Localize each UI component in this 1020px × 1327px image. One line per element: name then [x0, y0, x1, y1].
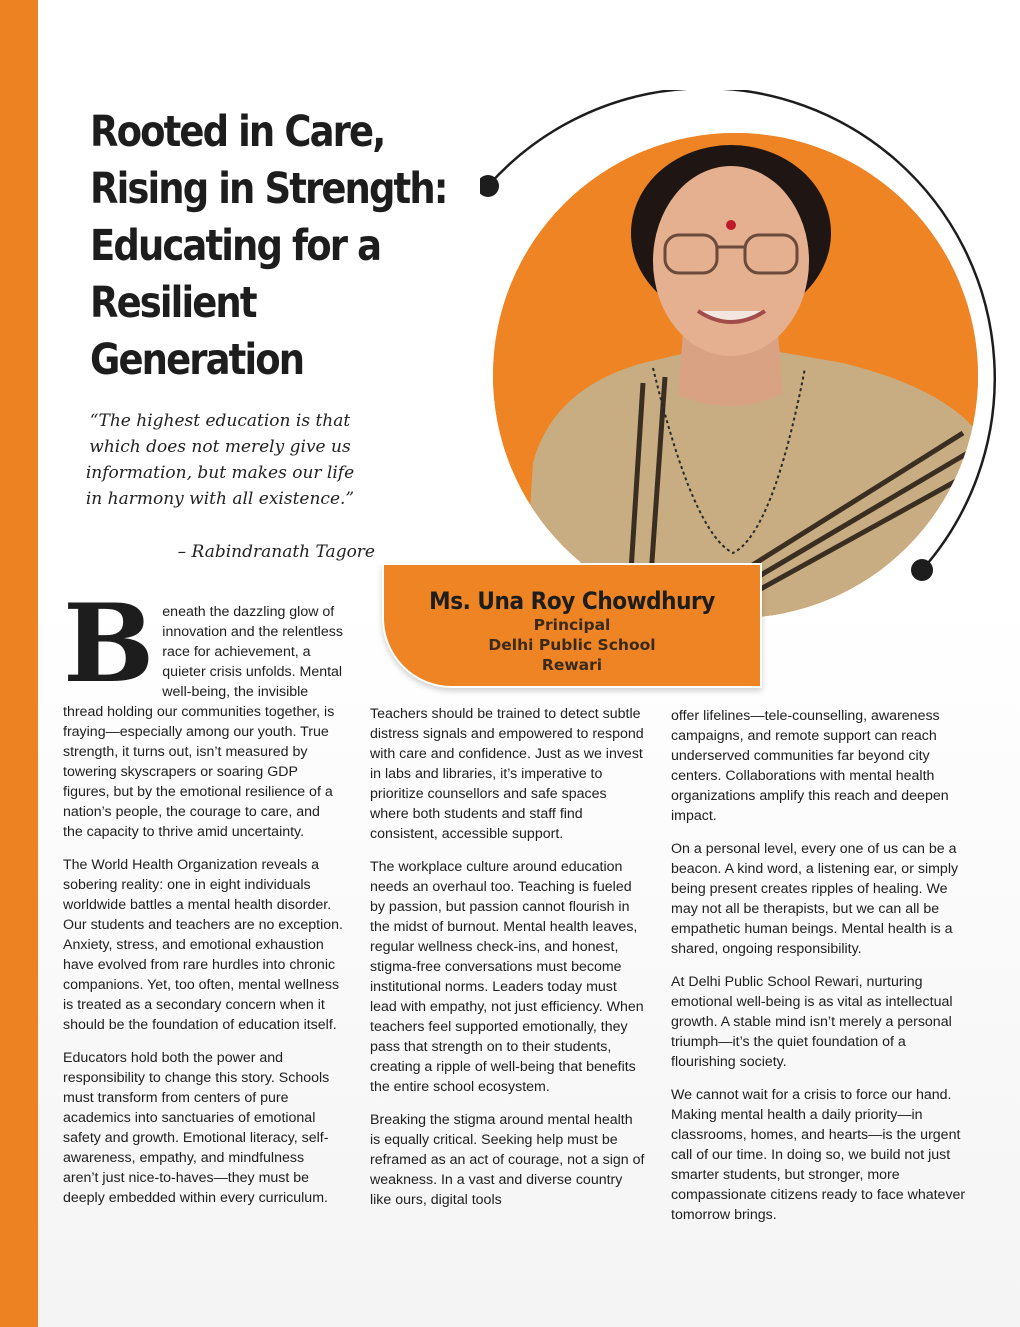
- title-line: Resilient: [90, 278, 256, 328]
- drop-cap: B: [63, 581, 155, 707]
- article-paragraph: The World Health Organization reveals a sobering reality: one in eight individuals worldwide battles a mental health disorder. Our students and teachers are no exception. Anxiety, stress, and emotional exhaustion have evolved from rare hurdles into chronic companions. Yet, too often, mental wellness is treated as a secondary concern when it should be the foundation of education itself.: [63, 857, 343, 1033]
- title-line: Rooted in Care,: [90, 107, 385, 157]
- title-line: Generation: [90, 335, 304, 385]
- accent-sidebar: [0, 0, 38, 1327]
- article-column-1: [63, 581, 343, 1221]
- title-line: Rising in Strength:: [90, 164, 447, 214]
- article-paragraph: Educators hold both the power and responsibility to change this story. Schools must transform from centers of pure academics into sanctuaries of emotional safety and growth. Emotional literacy, self-awareness, empathy, and mindfulness aren’t just nice-to-haves—they must be deeply embedded within every curriculum.: [63, 1050, 330, 1206]
- quote-line: in harmony with all existence.”: [85, 489, 355, 509]
- profile-card: [382, 563, 762, 688]
- profile-name: Ms. Una Roy Chowdhury: [429, 587, 715, 615]
- profile-school: Delhi Public School: [488, 636, 656, 654]
- article-paragraph: Teachers should be trained to detect subtle distress signals and empowered to respond with care and confidence. Just as we invest in labs and libraries, it’s imperative to prioritize counsellors and safe spaces where both students and staff find consistent, accessible support.: [370, 706, 644, 842]
- article-paragraph: Breaking the stigma around mental health is equally critical. Seeking help must be reframed as an act of courage, not a sign of weakness. In a vast and diverse country like ours, digital tools: [370, 1112, 645, 1208]
- article-paragraph: offer lifelines—tele-counselling, awareness campaigns, and remote support can reach underserved communities far beyond city centers. Collaborations with mental health organizations amplify this reach and deepen impact.: [671, 708, 949, 824]
- article-paragraph: [63, 581, 343, 842]
- quote-line: “The highest education is that: [89, 411, 351, 431]
- article-paragraph: On a personal level, every one of us can be a beacon. A kind word, a listening ear, or simply being present creates ripples of healing. We may not all be therapists, but we can all be empathetic human beings. Mental health is a shared, ongoing responsibility.: [671, 841, 959, 957]
- article-column-2: [370, 704, 645, 1223]
- quote-line: information, but makes our life: [85, 463, 355, 483]
- article-paragraph: We cannot wait for a crisis to force our hand. Making mental health a daily priority—in classrooms, homes, and hearts—is the urgent call of our time. In doing so, we build not just smarter students, but stronger, more compassionate citizens ready to face whatever tomorrow brings.: [671, 1087, 966, 1223]
- face-shape: [653, 166, 809, 356]
- arc-dot-end: [911, 559, 933, 581]
- quote-author: – Rabindranath Tagore: [177, 542, 375, 562]
- profile-city: Rewari: [541, 656, 603, 674]
- article-column-3: [671, 706, 966, 1238]
- article-paragraph: At Delhi Public School Rewari, nurturing emotional well-being is as vital as intellectual growth. A stable mind isn’t merely a personal triumph—it’s the quiet foundation of a flourishing society.: [671, 974, 953, 1070]
- principal-portrait: [493, 133, 978, 618]
- portrait-illustration: [493, 133, 978, 618]
- profile-role: Principal: [533, 616, 611, 634]
- title-line: Educating for a: [90, 221, 381, 271]
- bindi: [726, 220, 736, 230]
- article-paragraph: The workplace culture around education needs an overhaul too. Teaching is fueled by passion, but passion cannot flourish in the midst of burnout. Mental health leaves, regular wellness check-ins, and honest, stigma-free conversations must become institutional norms. Leaders today must lead with empathy, not just efficiency. When teachers feel supported emotionally, they pass that strength on to their students, creating a ripple of well-being that benefits the entire school ecosystem.: [370, 859, 644, 1095]
- article-title: [90, 104, 494, 389]
- quote-line: which does not merely give us: [89, 437, 351, 457]
- paragraph-text: eneath the dazzling glow of innovation and the relentless race for achievement, a quieter crisis unfolds. Mental well-being, the invisible thread holding our communities together, is fraying—especially among our youth. True strength, it turns out, isn’t measured by towering skyscrapers or soaring GDP figures, but by the emotional resilience of a nation’s people, the courage to care, and the capacity to thrive amid uncertainty.: [63, 604, 343, 840]
- pull-quote: [60, 408, 380, 512]
